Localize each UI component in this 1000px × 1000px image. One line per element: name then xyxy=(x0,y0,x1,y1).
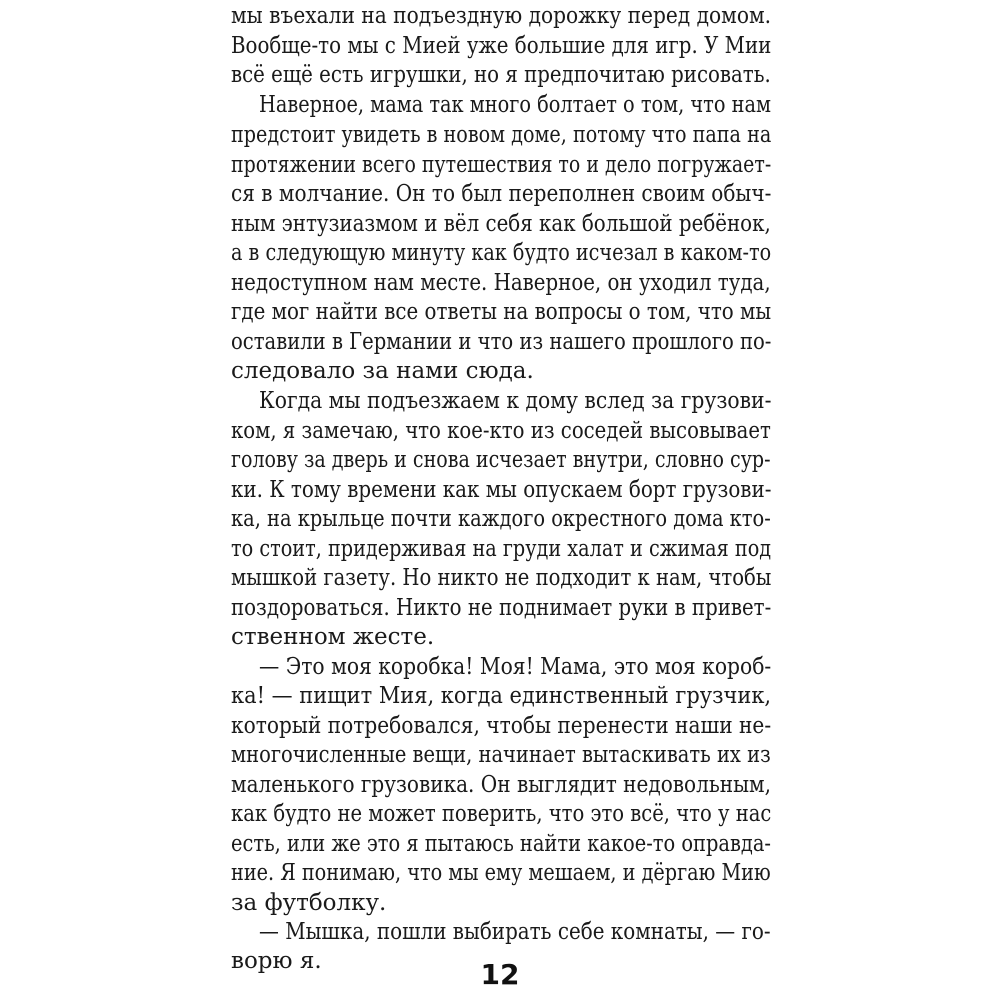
text-line: многочисленные вещи, начинает вытаскивать их из xyxy=(231,742,771,768)
text-line: ка, на крыльце почти каждого окрестного дома кто- xyxy=(231,506,771,532)
text-line: маленького грузовика. Он выглядит недовольным, xyxy=(231,772,771,798)
text-line: есть, или же это я пытаюсь найти какое-то оправда- xyxy=(231,831,771,857)
text-line: как будто не может поверить, что это всё, что у нас xyxy=(231,801,772,827)
text-line: ком, я замечаю, что кое-кто из соседей высовывает xyxy=(231,418,771,444)
text-line: голову за дверь и снова исчезает внутри, словно сур- xyxy=(231,447,771,473)
text-line: за футболку. xyxy=(231,890,387,916)
text-line: ным энтузиазмом и вёл себя как большой ребёнок, xyxy=(231,211,771,237)
text-line: ки. К тому времени как мы опускаем борт грузови- xyxy=(231,477,772,503)
text-line: где мог найти все ответы на вопросы о том, что мы xyxy=(231,299,772,325)
text-line: ние. Я понимаю, что мы ему мешаем, и дёргаю Мию xyxy=(231,860,771,886)
text-line: протяжении всего путешествия то и дело погружает- xyxy=(231,152,772,178)
text-line: то стоит, придерживая на груди халат и сжимая под xyxy=(231,536,772,562)
text-line: ственном жесте. xyxy=(231,624,435,650)
text-line: Вообще-то мы с Мией уже большие для игр. У Мии xyxy=(231,33,772,59)
text-line: всё ещё есть игрушки, но я предпочитаю рисовать. xyxy=(231,62,771,88)
text-line: поздороваться. Никто не поднимает руки в привет- xyxy=(231,595,772,621)
text-line: мышкой газету. Но никто не подходит к нам, чтобы xyxy=(231,565,772,591)
text-line: ворю я. xyxy=(231,948,322,974)
text-line: ся в молчание. Он то был переполнен своим обыч- xyxy=(231,181,772,207)
text-line: недоступном нам месте. Наверное, он уходил туда, xyxy=(231,270,771,296)
text-line: — Мышка, пошли выбирать себе комнаты, — го- xyxy=(259,919,771,945)
text-line: мы въехали на подъездную дорожку перед домом. xyxy=(231,3,772,29)
text-line: который потребовался, чтобы перенести наши не- xyxy=(231,713,772,739)
text-line: следовало за нами сюда. xyxy=(231,358,534,384)
text-line: Наверное, мама так много болтает о том, что нам xyxy=(259,92,771,118)
text-line: ка! — пищит Мия, когда единственный грузчик, xyxy=(231,683,772,709)
text-line: — Это моя коробка! Моя! Мама, это моя короб- xyxy=(259,654,772,680)
text-line: Когда мы подъезжаем к дому вслед за грузови- xyxy=(259,388,772,414)
page-number: 12 xyxy=(480,958,520,991)
text-line: а в следующую минуту как будто исчезал в каком-то xyxy=(231,240,772,266)
text-line: предстоит увидеть в новом доме, потому что папа на xyxy=(231,122,772,148)
text-line: оставили в Германии и что из нашего прошлого по- xyxy=(231,329,772,355)
